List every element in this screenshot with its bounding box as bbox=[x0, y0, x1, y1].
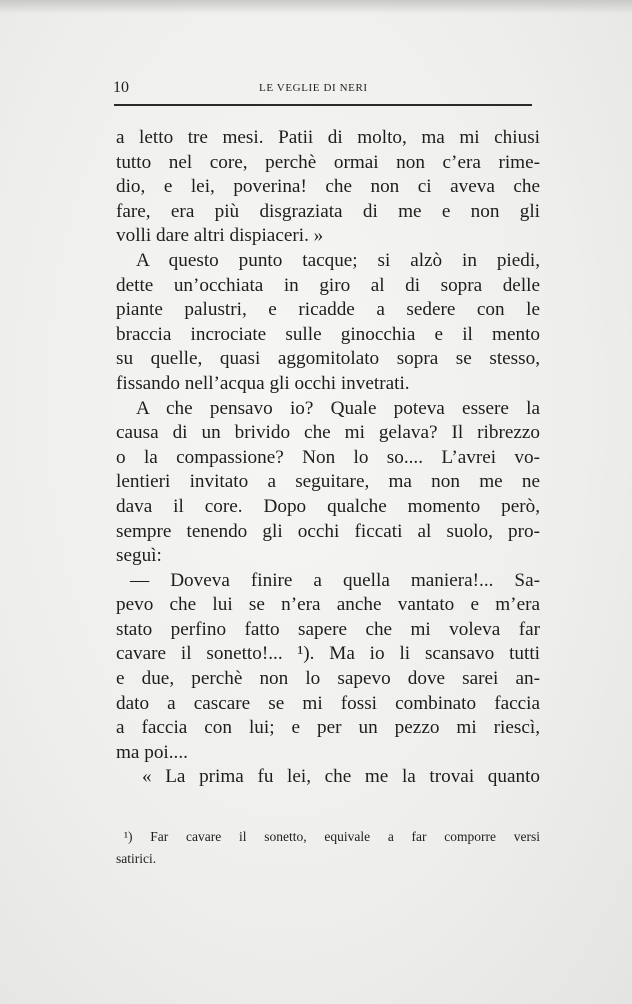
text-line: stato perfino fatto sapere che mi voleva far bbox=[116, 618, 540, 640]
page-header bbox=[113, 76, 533, 106]
header-rule bbox=[114, 104, 532, 106]
footnote bbox=[116, 826, 540, 870]
text-line: fare, era più disgraziata di me e non gli bbox=[116, 200, 540, 222]
text-line: braccia incrociate sulle ginocchia e il mento bbox=[116, 323, 540, 345]
text-line: « La prima fu lei, che me la trovai quanto bbox=[142, 766, 540, 788]
text-line: lentieri invitato a seguitare, ma non me ne bbox=[116, 471, 540, 493]
text-line: o la compassione? Non lo so.... L’avrei vo- bbox=[116, 446, 540, 468]
text-line: ma poi.... bbox=[116, 741, 188, 763]
text-line: dato a cascare se mi fossi combinato faccia bbox=[116, 692, 540, 714]
text-line: fissando nell’acqua gli occhi invetrati. bbox=[116, 372, 410, 394]
text-line: su quelle, quasi aggomitolato sopra se stesso, bbox=[116, 348, 540, 370]
text-line: dava il core. Dopo qualche momento però, bbox=[116, 495, 540, 517]
text-line: piante palustri, e ricadde a sedere con le bbox=[116, 299, 540, 321]
body-text bbox=[116, 126, 540, 790]
page-number: 10 bbox=[113, 79, 129, 96]
page-top-shadow bbox=[0, 0, 632, 14]
footnote-line: ¹) Far cavare il sonetto, equivale a far comporre versi bbox=[124, 829, 540, 844]
footnote-line: satirici. bbox=[116, 851, 157, 866]
running-title: LE VEGLIE DI NERI bbox=[259, 82, 368, 94]
text-line: seguì: bbox=[116, 545, 162, 567]
text-line: a faccia con lui; e per un pezzo mi riescì, bbox=[116, 717, 540, 739]
text-line: causa di un brivido che mi gelava? Il ribrezzo bbox=[116, 422, 540, 444]
text-line: A questo punto tacque; si alzò in piedi, bbox=[136, 249, 540, 271]
text-line: dio, e lei, poverina! che non ci aveva che bbox=[116, 176, 540, 198]
text-line: A che pensavo io? Quale poteva essere la bbox=[136, 397, 540, 419]
text-line: e due, perchè non lo sapevo dove sarei an- bbox=[116, 668, 540, 690]
text-line: pevo che lui se n’era anche vantato e m’era bbox=[116, 594, 540, 616]
text-line: a letto tre mesi. Patii di molto, ma mi chiusi bbox=[116, 127, 540, 148]
text-line: sempre tenendo gli occhi ficcati al suolo, pro- bbox=[116, 520, 540, 542]
text-line: — Doveva finire a quella maniera!... Sa- bbox=[130, 569, 540, 591]
text-line: dette un’occhiata in giro al di sopra delle bbox=[116, 274, 540, 296]
text-line: cavare il sonetto!... ¹). Ma io li scansavo tutti bbox=[116, 643, 540, 665]
text-line: tutto nel core, perchè ormai non c’era rime- bbox=[116, 151, 540, 173]
text-line: volli dare altri dispiaceri. » bbox=[116, 225, 324, 247]
